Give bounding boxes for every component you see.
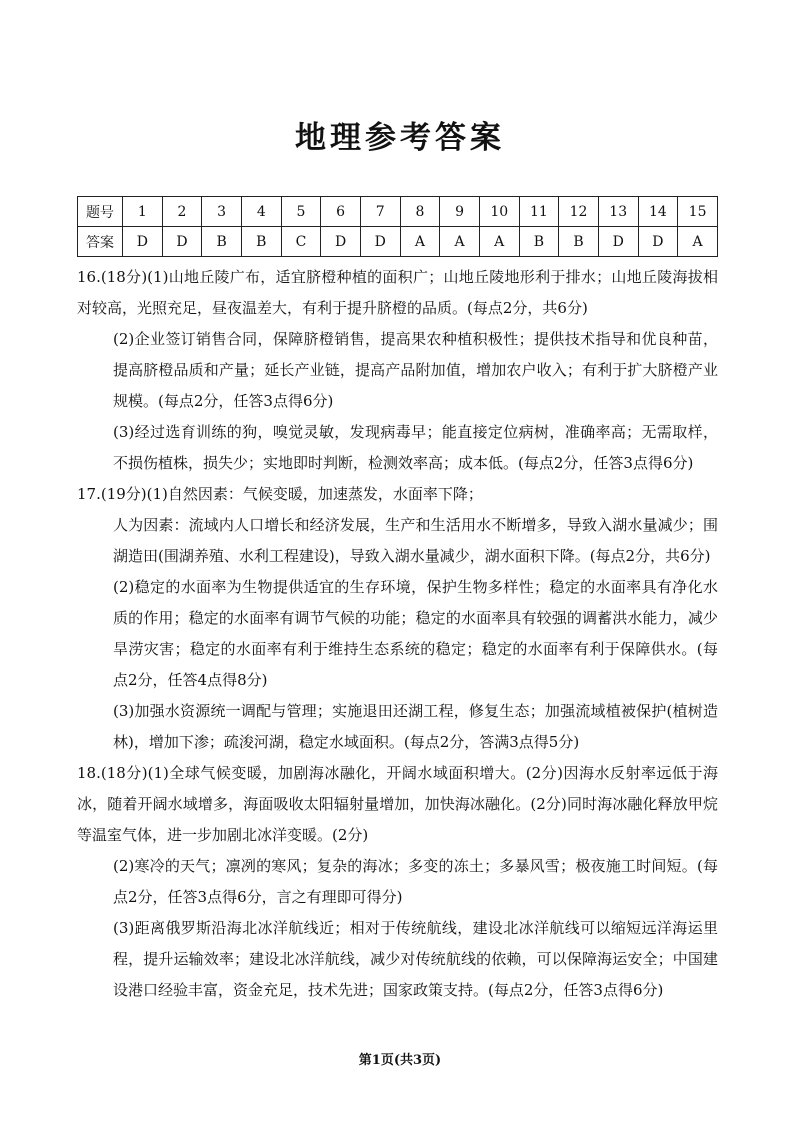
answer-cell: D <box>638 227 678 257</box>
answer-table <box>77 196 718 257</box>
q16-part2: (2)企业签订销售合同，保障脐橙销售，提高果农种植积极性；提供技术指导和优良种苗，提高脐橙品质和产量；延长产业链，提高产品附加值，增加农户收入；有利于扩大脐橙产业规模。(每点2分，任答3点得6分) <box>113 330 718 410</box>
answer-cell: D <box>360 227 400 257</box>
question-number: 12 <box>559 197 599 227</box>
answer-cell: C <box>281 227 321 257</box>
q16-part1: 16.(18分)(1)山地丘陵广布，适宜脐橙种植的面积广；山地丘陵地形利于排水；山地丘陵海拔相对较高，光照充足，昼夜温差大，有利于提升脐橙的品质。(每点2分，共6分) <box>77 268 718 317</box>
answer-cell: B <box>559 227 599 257</box>
answer-cell: A <box>678 227 718 257</box>
question-number: 13 <box>598 197 638 227</box>
answer-cell: B <box>241 227 281 257</box>
answer-cell: A <box>479 227 519 257</box>
row-label-number: 题号 <box>78 197 123 227</box>
q17-part2: (2)稳定的水面率为生物提供适宜的生存环境，保护生物多样性；稳定的水面率具有净化水质的作用；稳定的水面率有调节气候的功能；稳定的水面率具有较强的调蓄洪水能力，减少旱涝灾害；稳定的水面率有利于维持生态系统的稳定；稳定的水面率有利于保障供水。(每点2分，任答4点得8分) <box>113 578 718 689</box>
q17-part3: (3)加强水资源统一调配与管理；实施退田还湖工程，修复生态；加强流域植被保护(植树造林)，增加下渗；疏浚河湖，稳定水域面积。(每点2分，答满3点得5分) <box>113 702 718 751</box>
q18-part2: (2)寒冷的天气；凛冽的寒风；复杂的海冰；多变的冻土；多暴风雪；极夜施工时间短。(每点2分，任答3点得6分，言之有理即可得分) <box>113 857 718 906</box>
answer-cell: A <box>400 227 440 257</box>
question-number: 4 <box>241 197 281 227</box>
q16-part3: (3)经过选育训练的狗，嗅觉灵敏，发现病毒早；能直接定位病树，准确率高；无需取样，不损伤植株，损失少；实地即时判断，检测效率高；成本低。(每点2分，任答3点得6分) <box>113 423 718 472</box>
question-number: 9 <box>440 197 480 227</box>
page-footer: 第1页(共3页) <box>358 1053 442 1068</box>
question-number: 7 <box>360 197 400 227</box>
q18-part3: (3)距离俄罗斯沿海北冰洋航线近；相对于传统航线，建设北冰洋航线可以缩短远洋海运里程，提升运输效率；建设北冰洋航线，减少对传统航线的依赖，可以保障海运安全；中国建设港口经验丰富，资金充足，技术先进；国家政策支持。(每点2分，任答3点得6分) <box>113 919 718 999</box>
question-number: 6 <box>321 197 361 227</box>
answer-cell: D <box>123 227 163 257</box>
page-title: 地理参考答案 <box>295 120 505 156</box>
answer-cell: D <box>598 227 638 257</box>
answer-content <box>77 262 718 1006</box>
question-number: 3 <box>202 197 242 227</box>
question-number: 11 <box>519 197 559 227</box>
row-label-answer: 答案 <box>78 227 123 257</box>
question-number: 15 <box>678 197 718 227</box>
answer-cell: D <box>321 227 361 257</box>
question-number: 2 <box>162 197 202 227</box>
q17-part1: 17.(19分)(1)自然因素：气候变暖，加速蒸发，水面率下降； <box>77 485 483 503</box>
question-number: 5 <box>281 197 321 227</box>
q18-part1: 18.(18分)(1)全球气候变暖，加剧海冰融化，开阔水域面积增大。(2分)因海水反射率远低于海冰，随着开阔水域增多，海面吸收太阳辐射量增加，加快海冰融化。(2分)同时海冰融化释放甲烷等温室气体，进一步加剧北冰洋变暖。(2分) <box>77 764 718 844</box>
answer-table-answer-row <box>78 227 718 257</box>
answer-table-number-row <box>78 197 718 227</box>
question-number: 1 <box>123 197 163 227</box>
q17-part1-human: 人为因素：流域内人口增长和经济发展，生产和生活用水不断增多，导致入湖水量减少；围湖造田(围湖养殖、水利工程建设)，导致入湖水量减少，湖水面积下降。(每点2分，共6分) <box>113 516 718 565</box>
answer-cell: A <box>440 227 480 257</box>
question-number: 14 <box>638 197 678 227</box>
question-number: 10 <box>479 197 519 227</box>
answer-cell: D <box>162 227 202 257</box>
question-number: 8 <box>400 197 440 227</box>
answer-cell: B <box>519 227 559 257</box>
answer-cell: B <box>202 227 242 257</box>
